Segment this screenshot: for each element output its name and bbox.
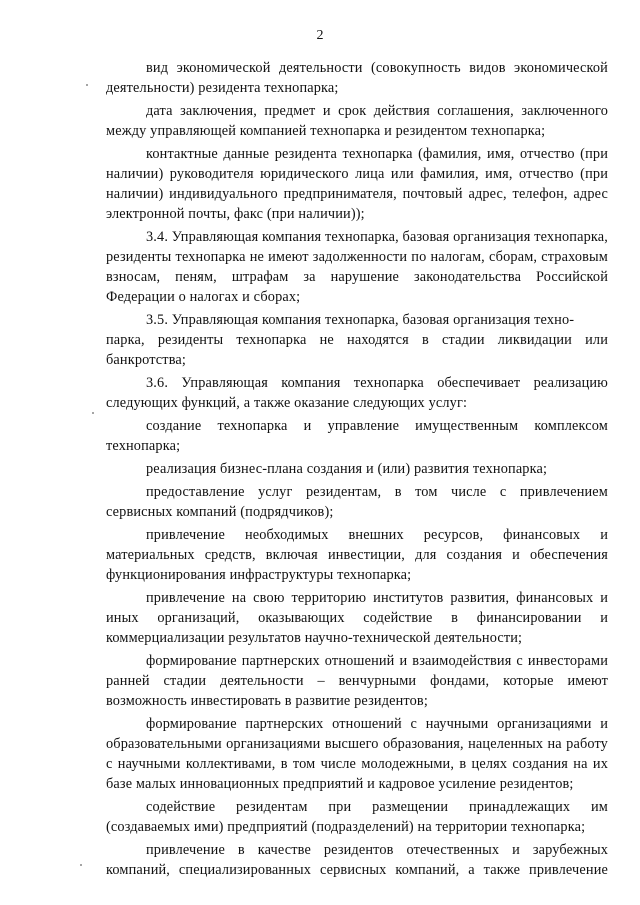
paragraph: формирование партнерских отношений и взаимодействия с инвесторами ранней стадии деятельности – венчурными фондами, которые имеют возможность инвестировать в развитие резидентов; — [106, 653, 608, 709]
paragraph: формирование партнерских отношений с научными организациями и образовательными организациями высшего образования, нацеленных на работу с научными коллективами, в том числе молодежными, в целях создания на их базе малых инновационных предприятий и кадровое усиление резидентов; — [106, 716, 608, 792]
paragraph: контактные данные резидента технопарка (фамилия, имя, отчество (при наличии) руководителя юридического лица или фамилия, имя, отчество (при наличии) индивидуального предпринимателя, почтовый адрес, телефон, адрес электронной почты, факс (при наличии)); — [106, 146, 608, 222]
paragraph: реализация бизнес-плана создания и (или) развития технопарка; — [146, 461, 548, 477]
paragraph: дата заключения, предмет и срок действия соглашения, заключенного между управляющей компанией технопарка и резидентом технопарка; — [106, 103, 608, 139]
page-number: 2 — [316, 28, 324, 43]
paragraph: создание технопарка и управление имущественным комплексом технопарка; — [106, 418, 608, 454]
scan-speck — [86, 84, 88, 86]
paragraph: содействие резидентам при размещении принадлежащих им (создаваемых ими) предприятий (подразделений) на территории технопарка; — [106, 799, 608, 835]
paragraph: 3.6. Управляющая компания технопарка обеспечивает реализацию следующих функций, а также оказание следующих услуг: — [106, 375, 608, 411]
paragraph: предоставление услуг резидентам, в том числе с привлечением сервисных компаний (подрядчиков); — [106, 484, 608, 520]
paragraph: привлечение на свою территорию институтов развития, финансовых и иных организаций, оказывающих содействие в финансировании и коммерциализации результатов научно-технической деятельности; — [106, 590, 608, 646]
paragraph: 3.5. Управляющая компания технопарка, базовая организация техно- парка, резиденты технопарка не находятся в стадии ликвидации или банкротства; — [106, 312, 608, 368]
paragraph: вид экономической деятельности (совокупность видов экономической деятельности) резидента технопарка; — [106, 60, 608, 96]
paragraph: 3.4. Управляющая компания технопарка, базовая организация технопарка, резиденты технопарка не имеют задолженности по налогам, сборам, страховым взносам, пеням, штрафам за нарушение законодательства Российской Федерации о налогах и сборах; — [106, 229, 608, 305]
paragraph: привлечение необходимых внешних ресурсов, финансовых и материальных средств, включая инвестиции, для создания и обеспечения функционирования инфраструктуры технопарка; — [106, 527, 608, 583]
paragraph: привлечение в качестве резидентов отечественных и зарубежных компаний, специализированных сервисных компаний, а также привлечение — [106, 842, 608, 878]
scan-speck — [92, 412, 94, 414]
scan-speck — [80, 864, 82, 866]
document-body — [106, 58, 608, 883]
